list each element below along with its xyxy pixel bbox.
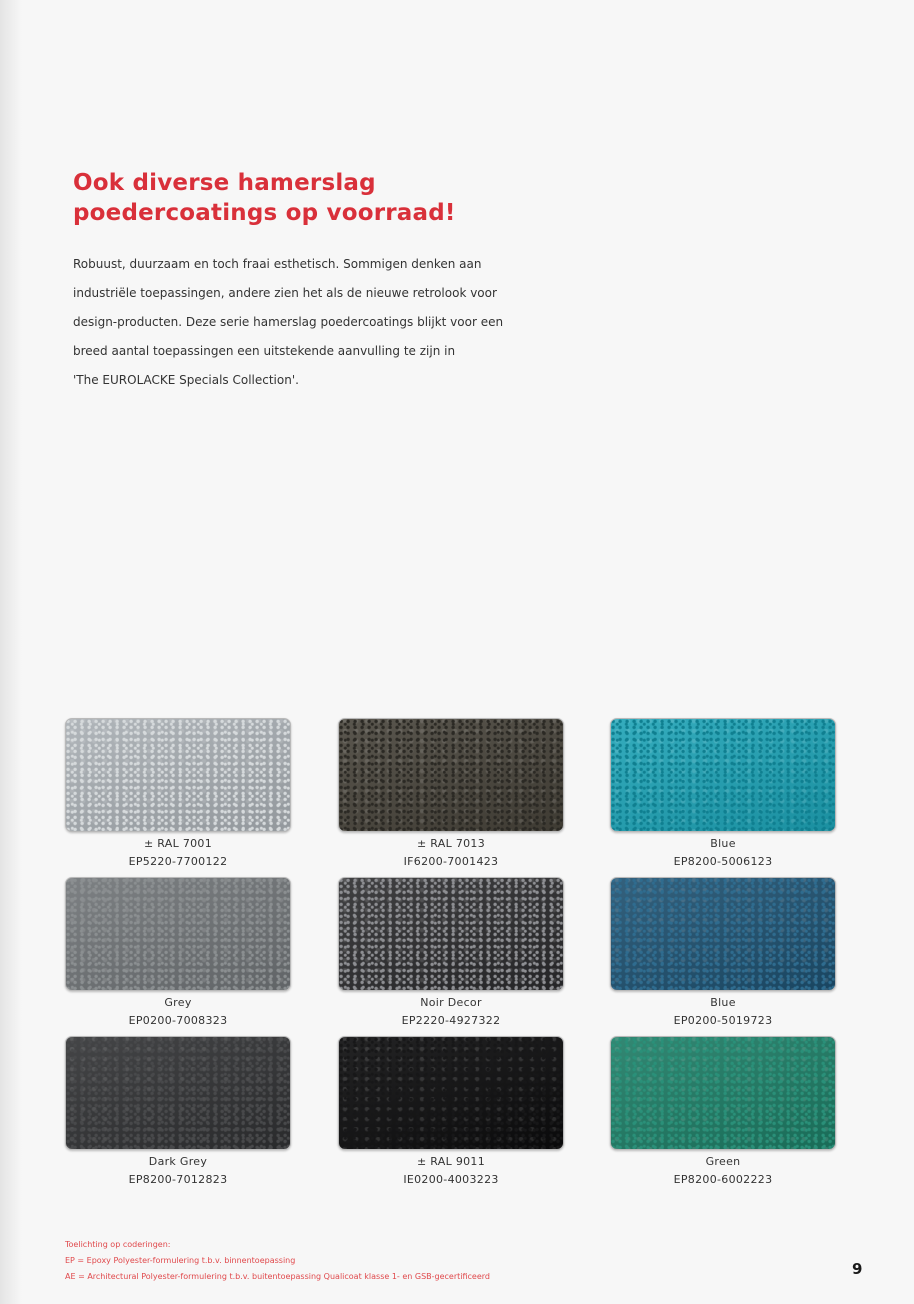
heading-line-2: poedercoatings op voorraad! (73, 200, 456, 226)
swatch-card (65, 877, 291, 1029)
swatch-name: Grey (164, 996, 192, 1009)
color-swatch (338, 877, 564, 991)
swatch-name: Noir Decor (420, 996, 482, 1009)
intro-line: Robuust, duurzaam en toch fraai esthetisch. Sommigen denken aan (73, 257, 482, 271)
swatch-code: EP8200-7012823 (128, 1173, 228, 1186)
swatch-code: EP8200-5006123 (673, 855, 773, 868)
swatch-card (610, 718, 836, 870)
swatch-code: EP2220-4927322 (401, 1014, 501, 1027)
swatch-name: ± RAL 7001 (143, 837, 213, 850)
swatch-code: EP0200-5019723 (673, 1014, 773, 1027)
swatch-code: EP8200-6002223 (673, 1173, 773, 1186)
swatch-code: IF6200-7001423 (403, 855, 499, 868)
color-swatch (65, 877, 291, 991)
page-heading (73, 168, 633, 228)
footnote-title: Toelichting op coderingen: (65, 1240, 171, 1249)
intro-line: industriële toepassingen, andere zien het als de nieuwe retrolook voor (73, 286, 497, 300)
swatch-card (338, 877, 564, 1029)
footnote-ep: EP = Epoxy Polyester-formulering t.b.v. binnentoepassing (65, 1256, 296, 1265)
swatch-name: Dark Grey (148, 1155, 208, 1168)
intro-line: design-producten. Deze serie hamerslag poedercoatings blijkt voor een (73, 315, 504, 329)
swatch-card (65, 718, 291, 870)
color-swatch (65, 718, 291, 832)
swatch-card (610, 1036, 836, 1188)
swatch-code: IE0200-4003223 (403, 1173, 499, 1186)
page-number: 9 (852, 1260, 863, 1278)
swatch-code: EP0200-7008323 (128, 1014, 228, 1027)
swatch-code: EP5220-7700122 (128, 855, 228, 868)
heading-line-1: Ook diverse hamerslag (73, 170, 376, 196)
page-binding-edge (0, 0, 22, 1304)
swatch-card (65, 1036, 291, 1188)
color-swatch (65, 1036, 291, 1150)
color-swatch (610, 718, 836, 832)
intro-line: 'The EUROLACKE Specials Collection'. (73, 373, 299, 387)
coding-footnotes (65, 1237, 585, 1285)
swatch-name: ± RAL 7013 (416, 837, 486, 850)
color-swatch (610, 1036, 836, 1150)
color-swatch (610, 877, 836, 991)
swatch-name: Green (705, 1155, 741, 1168)
color-swatch (338, 718, 564, 832)
color-swatch (338, 1036, 564, 1150)
swatch-name: ± RAL 9011 (416, 1155, 486, 1168)
swatch-card (338, 718, 564, 870)
intro-paragraph (73, 250, 553, 395)
swatch-name: Blue (710, 996, 736, 1009)
footnote-ae: AE = Architectural Polyester-formulering t.b.v. buitentoepassing Qualicoat klasse 1- en GSB-gecertificeerd (65, 1272, 491, 1281)
swatch-card (610, 877, 836, 1029)
swatch-card (338, 1036, 564, 1188)
swatch-name: Blue (710, 837, 736, 850)
intro-line: breed aantal toepassingen een uitstekende aanvulling te zijn in (73, 344, 456, 358)
